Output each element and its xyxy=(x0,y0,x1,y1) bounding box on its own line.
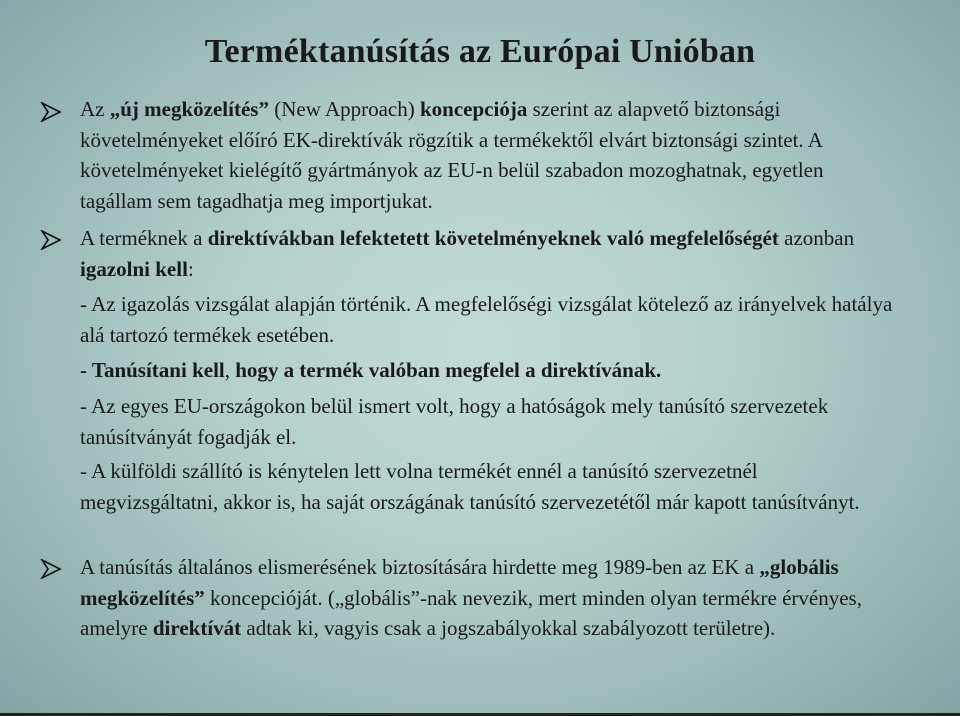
bullet-1-text: Az „új megközelítés” (New Approach) koncepciója szerint az alapvető biztonsági követelményeket előíró EK-direktívák rögzítik a termékektől elvárt biztonsági szintet. A követelményeket kielégítő gyártmányok az EU-n belül szabadon mozoghatnak, egyetlen tagállam sem tagadhatja meg importjukat. xyxy=(80,97,824,213)
sub-item-4: - A külföldi szállító is kénytelen lett volna termékét ennél a tanúsító szervezetnél megvizsgáltatni, akkor is, ha saját országának tanúsító szervezetétől már kapott tanúsítványt. xyxy=(80,459,860,514)
sub-item-1: - Az igazolás vizsgálat alapján történik. A megfelelőségi vizsgálat kötelező az irányelvek hatálya alá tartozó termékek esetében. xyxy=(80,292,893,347)
arrowhead-bullet-icon xyxy=(40,230,62,250)
slide-title: Terméktanúsítás az Európai Unióban xyxy=(204,33,756,70)
arrowhead-bullet-icon xyxy=(40,559,62,579)
sub-item-3: - Az egyes EU-országokon belül ismert volt, hogy a hatóságok mely tanúsító szervezetek tanúsítványát fogadják el. xyxy=(80,394,829,449)
bullet-2-text: A terméknek a direktívákban lefektetett követelményeknek való megfelelőségét azonban igazolni kell: xyxy=(80,226,855,281)
bullet-3-text: A tanúsítás általános elismerésének biztosítására hirdette meg 1989-ben az EK a „globális megközelítés” koncepcióját. („globális”-nak nevezik, mert minden olyan termékre érvényes, amelyre direktívát adtak ki, vagyis csak a jogszabályokkal szabályozott területre). xyxy=(80,555,862,640)
sub-item-2: - Tanúsítani kell, hogy a termék valóban megfelel a direktívának. xyxy=(80,358,662,382)
arrowhead-bullet-icon xyxy=(40,102,62,122)
